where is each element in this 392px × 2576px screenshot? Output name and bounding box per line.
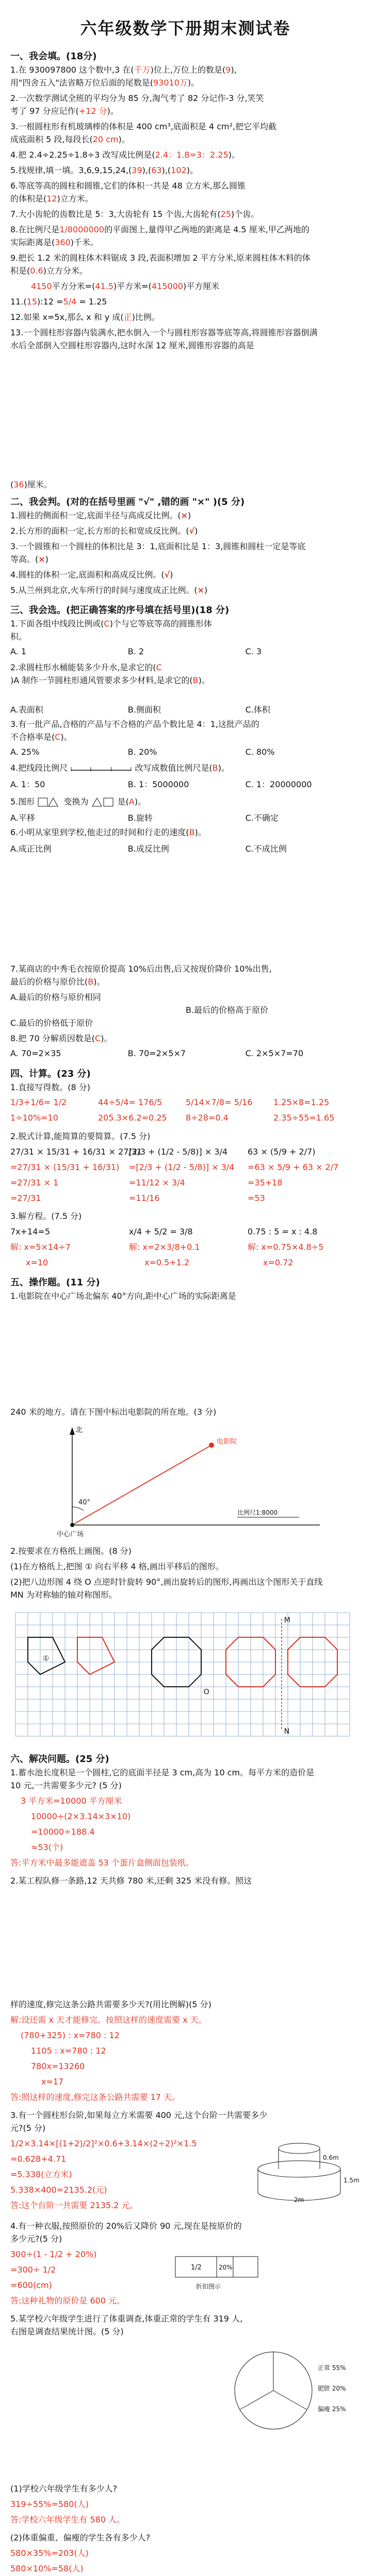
calc-item: 1/3+1/6= 1/2 [10, 1097, 67, 1107]
discount-figure [170, 2246, 263, 2298]
s5-q2-2a: (2)把八边形图 4 绕 O 点逆时针旋转 90°,画出旋转后的图形,再画出这个图形关于直线 [10, 1577, 323, 1587]
s4-eq2-step: x=0.5+1.2 [144, 1258, 190, 1267]
section-6-heading: 六、解决问题。(25 分) [10, 1754, 109, 1765]
center-point [70, 1523, 74, 1527]
s4-e1-step: =27/31 [10, 1193, 41, 1203]
direction-diagram [41, 1422, 330, 1540]
s4-eq3-step: 解: x=0.75×4.8÷5 [248, 1242, 324, 1252]
s1-q4: 4.把 2.4÷2.25÷1.8÷3 改写成比例是(2.4：1.8=3：2.25)。 [10, 150, 240, 160]
s6-a2-step: x=17 [41, 2077, 64, 2087]
option-c: C.不成比例 [245, 844, 287, 854]
s6-a1-note: 答:平方米中最多能遮盖 53 个蛋片盒侧面包装纸。 [10, 1858, 194, 1868]
option-c: C. 1：20000000 [245, 779, 312, 789]
direction-line [72, 1445, 211, 1525]
s1-q9-line1: 9.把长 1.2 米的圆柱体木料锯成 3 段,表面积增加 2 平方分米,原来圆柱体木料的体 [10, 253, 311, 263]
s2-q4: 4.圆柱的体积一定,底面积和高成反比例。(√) [10, 570, 173, 580]
option-c: C. 3 [245, 647, 262, 656]
s4-e3-step: =53 [248, 1193, 265, 1203]
shape-before-icon [37, 796, 61, 808]
option-b: B. 70=2×5×7 [127, 1048, 186, 1058]
calc-item: 44÷5/4= 176/5 [98, 1097, 162, 1107]
s4-row2 [10, 1113, 361, 1123]
s3-q3-line1: 3.有一批产品,合格的产品与不合格的产品个数比是 4：1,这批产品的 [10, 719, 259, 729]
pie-legend: 正常 55% [318, 2364, 346, 2371]
scale-label: 比例尺1:8000 [237, 1509, 278, 1516]
s6-a1-step: 3 平方米=10000 平方厘米 [21, 1796, 122, 1806]
s1-q13-line3: (36)厘米。 [10, 480, 52, 489]
pie-chart [227, 2339, 361, 2442]
s6-a5-1: 319÷55%=580(人) [10, 2499, 89, 2509]
s3-q2-options [10, 703, 361, 715]
s1-q1-line2: 用"四舍五入"法省略万位后面的尾数是(93010万)。 [10, 78, 200, 88]
s4-e1-step: =27/31 × 1 [10, 1178, 59, 1188]
s6-a4-step: =300÷ 1/2 [10, 2265, 56, 2275]
s6-a1-step: 10000÷(2×3.14×3×10) [31, 1811, 131, 1821]
s6-a3-step: 1/2×3.14×[(1+2)/2]²×0.6+3.14×(2÷2)²×1.5 [10, 2139, 197, 2148]
scale-bar-icon [70, 764, 132, 773]
s3-q6-options [10, 842, 361, 854]
s6-q2-line1: 2.某工程队修一条路,12 天共修 780 米,还剩 325 米没有修。照这 [10, 1876, 252, 1886]
s4-expr3: 63 × (5/9 + 2/7) [248, 1147, 316, 1157]
option-a: A. 1：50 [10, 779, 45, 789]
section-5-heading: 五、操作题。(11 分) [10, 1277, 100, 1288]
s4-eq1: 7x+14=5 [10, 1227, 50, 1236]
dim-label: 0.6m [323, 2154, 339, 2161]
s3-q7-line1: 7.某商店的中秀毛衣按原价提高 10%后出售,后又按现价降价 10%出售, [10, 964, 272, 974]
s6-q5-1: (1)学校六年级学生有多少人? [10, 2484, 118, 2494]
s4-sub1: 1.直接写得数。(8 分) [10, 1082, 91, 1092]
s1-q2-line1: 2.一次数学测试全班的平均分为 85 分,淘气考了 82 分记作-3 分,笑笑 [10, 93, 264, 103]
s1-q2-line2: 考了 97 分应记作(+12 分)。 [10, 106, 119, 116]
page-title: 六年级数学下册期末测试卷 [80, 19, 291, 38]
dim-label: 1.5m [344, 2177, 360, 2184]
s4-eq2-step: 解: x=2×3/8+0.1 [129, 1242, 200, 1252]
section-1-heading: 一、我会填。(18分) [10, 51, 97, 62]
s4-row1 [10, 1097, 361, 1107]
s6-q4-line1: 4.有一种衣服,按照原价的 20%后又降价 90 元,现在是按原价的 [10, 2221, 242, 2231]
s6-q2-line2: 样的速度,修完这条公路共需要多少天?(用比例解)(5 分) [10, 1999, 211, 2009]
s5-q2-2b: MN 为对称轴的轴对称图形。 [10, 1590, 117, 1600]
s6-a3-step: 5.338×400=2135.2(元) [10, 2185, 107, 2195]
s4-expr2: [2/3 + (1/2 - 5/8)] × 3/4 [129, 1147, 228, 1157]
calc-item: 205.3×6.2=0.25 [98, 1113, 167, 1123]
s1-q5: 5.找规律,填一填。3,6,9,15,24,(39),(63),(102)。 [10, 165, 198, 175]
dim-label: 2m [294, 2196, 304, 2204]
cinema-label: 电影院 [217, 1438, 237, 1446]
s1-q11: 11.(15):12 =5/4 = 1.25 [10, 297, 107, 307]
center-label: 中心广场 [57, 1531, 84, 1538]
s4-e2-step: =11/12 × 3/4 [129, 1178, 185, 1188]
s4-expr1: 27/31 × 15/31 + 16/31 × 27/31 [10, 1147, 142, 1157]
s2-q2: 2.长方形的面积一定,长方形的长和宽成反比例。(√) [10, 526, 198, 536]
s3-q7-option-a: A.最后的价格与原价相同 [10, 992, 101, 1002]
s5-q1-line2: 240 米的地方。请在下图中标出电影院的所在地。(3 分) [10, 1407, 217, 1417]
s6-a4-step: =600(cm) [10, 2280, 52, 2290]
s6-a4-note: 答:这种礼物的原价是 600 元。 [10, 2296, 125, 2306]
s4-e1-step: =27/31 × (15/31 + 16/31) [10, 1162, 120, 1172]
s1-q10: 4150平方分米=(41.5)平方米=(415000)平方厘米 [31, 281, 220, 291]
calc-item: 1.25×8=1.25 [273, 1097, 330, 1107]
calc-item: 2.35÷55=1.65 [273, 1113, 335, 1123]
s6-a4-step: 300÷(1 - 1/2 + 20%) [10, 2249, 97, 2259]
s5-q2-1: (1)在方格纸上,把图 ① 向右平移 4 格,画出平移后的图形。 [10, 1562, 224, 1571]
shape-1-translated [77, 1637, 115, 1674]
s6-a5-2: 580×10%=58(人) [10, 2564, 84, 2573]
s6-a3-note: 答:这个台阶一共需要 2135.2 元。 [10, 2200, 138, 2210]
pie-legend: 肥胖 20% [318, 2385, 346, 2392]
shape-after-icon [91, 796, 115, 808]
s6-q1-line1: 1.蓄水池长度积是一个圆柱,它的底面半径是 3 cm,高为 10 cm。每平方米的造价是 [10, 1768, 315, 1777]
s6-a2-note: 答:照这样的速度,修完这条公路共需要 17 天。 [10, 2092, 181, 2102]
s6-a3-step: =5.338(立方米) [10, 2170, 72, 2179]
option-c: C.不确定 [245, 813, 279, 823]
north-arrow-icon [70, 1427, 75, 1435]
s3-q3-options [10, 747, 361, 757]
s1-q6-line1: 6.等底等高的圆柱和圆锥,它们的体积一共是 48 立方米,那么圆锥 [10, 181, 246, 191]
s1-q12: 12.如果 x=5x,那么 x 和 y 成(正)比例。 [10, 312, 160, 322]
s1-q7: 7.大小齿轮的齿数比是 5：3,大齿轮有 15 个齿,大齿轮有(25)个齿。 [10, 209, 259, 219]
point-m-label: M [284, 1616, 290, 1625]
s5-q1-line1: 1.电影院在中心广场北偏东 40°方向,距中心广场的实际距离是 [10, 1291, 236, 1301]
s1-q6-line2: 的体积是(12)立方米。 [10, 194, 93, 204]
part-label: 1/2 [191, 2264, 202, 2272]
s3-q5-line: 5.图形 变换为 是(A)。 [10, 796, 361, 808]
cinema-point [209, 1443, 214, 1448]
pie-legend: 偏瘦 25% [318, 2405, 346, 2413]
s6-a5-1-note: 答:学校六年级学生有 580 人。 [10, 2515, 125, 2524]
north-label: 北 [75, 1426, 83, 1434]
s6-q5-line1: 5.某学校六年级学生进行了体重调查,体重正常的学生有 319 人, [10, 2314, 243, 2324]
s3-q1-line1: 1.下面各组中线段比例或(C)个与它等底等高的圆锥形体 [10, 619, 212, 629]
option-a: A.成正比例 [10, 844, 52, 854]
shape-1-label: ① [42, 1654, 50, 1663]
option-b: B. 2 [127, 647, 144, 656]
s6-a2-step: 780x=13260 [31, 2061, 85, 2071]
option-a: A.表面积 [10, 705, 43, 715]
s6-a5-2: 580×35%=203(人) [10, 2548, 89, 2558]
s2-q5: 5.从兰州到北京,火车所行的时间与速度成正比例。(×) [10, 585, 208, 595]
s6-q1-line2: 10 元,一共需要多少元? (5 分) [10, 1781, 122, 1790]
s3-q1-options [10, 647, 361, 656]
s4-e2-step: =11/16 [129, 1193, 160, 1203]
s6-q5-2: (2)体重偏重、偏瘦的学生各有多少人? [10, 2533, 151, 2543]
option-a: A. 25% [10, 747, 40, 757]
s4-sub2: 2.脱式计算,能简算的要简算。(7.5 分) [10, 1131, 151, 1141]
s6-a3-step: =0.628+4.71 [10, 2154, 67, 2164]
section-4-heading: 四、计算。(23 分) [10, 1069, 91, 1079]
s6-a2-step: (780+325) : x=780 : 12 [21, 2030, 120, 2040]
s4-e3-step: =63 × 5/9 + 63 × 2/7 [248, 1162, 339, 1172]
s4-eq1-step: 解: x=5×14÷7 [10, 1242, 71, 1252]
s4-e2-step: =[2/3 + (1/2 - 5/8)] × 3/4 [129, 1162, 235, 1172]
s3-q2-line2: )A 制作一节圆柱形通风管要求多少材料,是求它的(B)。 [10, 675, 210, 685]
s1-q3-line2: 成底面积 5 段,每段长(20 cm)。 [10, 134, 130, 144]
s3-q6: 6.小明从家里到学校,他走过的时间和行走的速度(B)。 [10, 827, 206, 837]
s6-q5-line2: 右图是调查结果统计图。(5 分) [10, 2327, 124, 2336]
s1-q13-line2: 水后全部倒入空圆柱形容器内,这时水深 12 厘米,圆锥形容器的高是 [10, 341, 254, 350]
s3-q8-options [10, 1048, 361, 1058]
s4-sub3: 3.解方程。(7.5 分) [10, 1211, 82, 1221]
calc-item: 1÷10%=10 [10, 1113, 58, 1123]
part-label: 20% [219, 2264, 233, 2271]
option-b: B. 20% [127, 747, 157, 757]
s3-q1-line2: 积。 [10, 632, 27, 641]
s6-q3-line2: 元?(5 分) [10, 2123, 46, 2133]
s4-e3-step: =35+18 [248, 1178, 283, 1188]
s3-q4-options [10, 778, 361, 790]
s3-q4-line: 4.把线段比例尺 改写成数值比例尺是(B)。 [10, 763, 230, 773]
s3-q7-line2: 最后的价格与原价比(B)。 [10, 977, 105, 987]
s2-q3-line1: 3.一个圆锥和一个圆柱的体积比是 3：1,底面积比是 1：3,圆锥和圆柱一定是等底 [10, 541, 306, 551]
s3-q8: 8.把 70 分解质因数是(C)。 [10, 1033, 112, 1043]
option-c: C. 2×5×7=70 [245, 1048, 304, 1058]
s4-eq1-step: x=10 [26, 1258, 48, 1267]
s3-q7-option-b: B.最后的价格高于原价 [186, 1005, 269, 1015]
option-b: B.侧面积 [127, 705, 161, 715]
option-b: B.成反比例 [127, 844, 169, 854]
s6-a2-step: 解:设还需 x 天才能修完。按照这样的速度需要 x 天。 [10, 2015, 207, 2025]
option-a: A. 1 [10, 647, 27, 656]
calc-item: 8÷28=0.4 [186, 1113, 228, 1123]
figure-label: 折扣图示 [196, 2283, 221, 2290]
s1-q1-line1: 1.在 930097800 这个数中,3 在(千万)位上,万位上的数是(9), [10, 65, 237, 75]
s3-q5-options [10, 811, 361, 823]
s3-q2-line1: 2.求圆柱形水桶能装多少升水,是求它的(C [10, 663, 162, 672]
option-c: C.体积 [245, 705, 270, 715]
s4-eq3: 0.75 : 5 = x : 4.8 [248, 1227, 318, 1236]
s3-q7-option-c: C.最后的价格低于原价 [10, 1018, 93, 1028]
point-n-label: N [284, 1727, 290, 1736]
s1-q8-line2: 实际距离是(360)千米。 [10, 238, 99, 247]
s1-q8-line1: 8.在比例尺是1/8000000的平面图上,量得甲乙两地的距离是 4.5 厘米,甲乙两地的 [10, 225, 309, 234]
option-b: B.旋转 [127, 813, 153, 823]
option-c: C. 80% [245, 747, 275, 757]
section-2-heading: 二、我会判。(对的在括号里画 "√" ,错的画 "×" )(5 分) [10, 497, 245, 507]
s1-q3-line1: 3.一根圆柱形有机玻璃棒的体积是 400 cm³,底面积是 4 cm²,把它平均截 [10, 122, 277, 131]
s6-q3-line1: 3.有一个圆柱形台阶,如果每立方米需要 400 元,这个台阶一共需要多少 [10, 2110, 268, 2120]
section-3-heading: 三、我会选。(把正确答案的序号填在括号里)(18 分) [10, 605, 230, 616]
s2-q3-line2: 等高。(×) [10, 554, 48, 564]
s6-a1-step: =10000÷188.4 [31, 1827, 95, 1837]
s6-a1-step: ≈53(个) [31, 1842, 63, 1852]
s2-q1: 1.圆柱的侧面积一定,底面半径与高成反比例。(×) [10, 511, 191, 520]
s5-q2: 2.按要求在方格纸上画图。(8 分) [10, 1546, 132, 1556]
calc-item: 5/14×7/8= 5/16 [186, 1097, 253, 1107]
angle-arc [72, 1507, 84, 1511]
option-a: A. 70=2×35 [10, 1048, 61, 1058]
s1-q13-line1: 13.一个圆柱形容器内装满水,把水倒入一个与圆柱形容器等底等高,将圆锥形容器倒满 [10, 328, 318, 337]
s3-q3-line2: 不合格率是(C)。 [10, 732, 72, 742]
point-o-label: O [203, 1688, 209, 1697]
s6-q4-line2: 多少元?(5 分) [10, 2234, 62, 2244]
angle-label: 40° [78, 1499, 91, 1506]
s4-eq2: x/4 + 5/2 = 3/8 [129, 1227, 193, 1236]
option-b: B. 1：5000000 [127, 779, 189, 789]
grid-paper [10, 1607, 361, 1741]
s6-a2-step: 1105 : x=780 : 12 [31, 2046, 106, 2056]
step-cylinder-figure [242, 2133, 360, 2205]
s4-eq3-step: x=0.72 [263, 1258, 293, 1267]
option-a: A.平移 [10, 813, 35, 823]
s1-q9-line2: 积是(0.6)立方分米。 [10, 266, 88, 276]
